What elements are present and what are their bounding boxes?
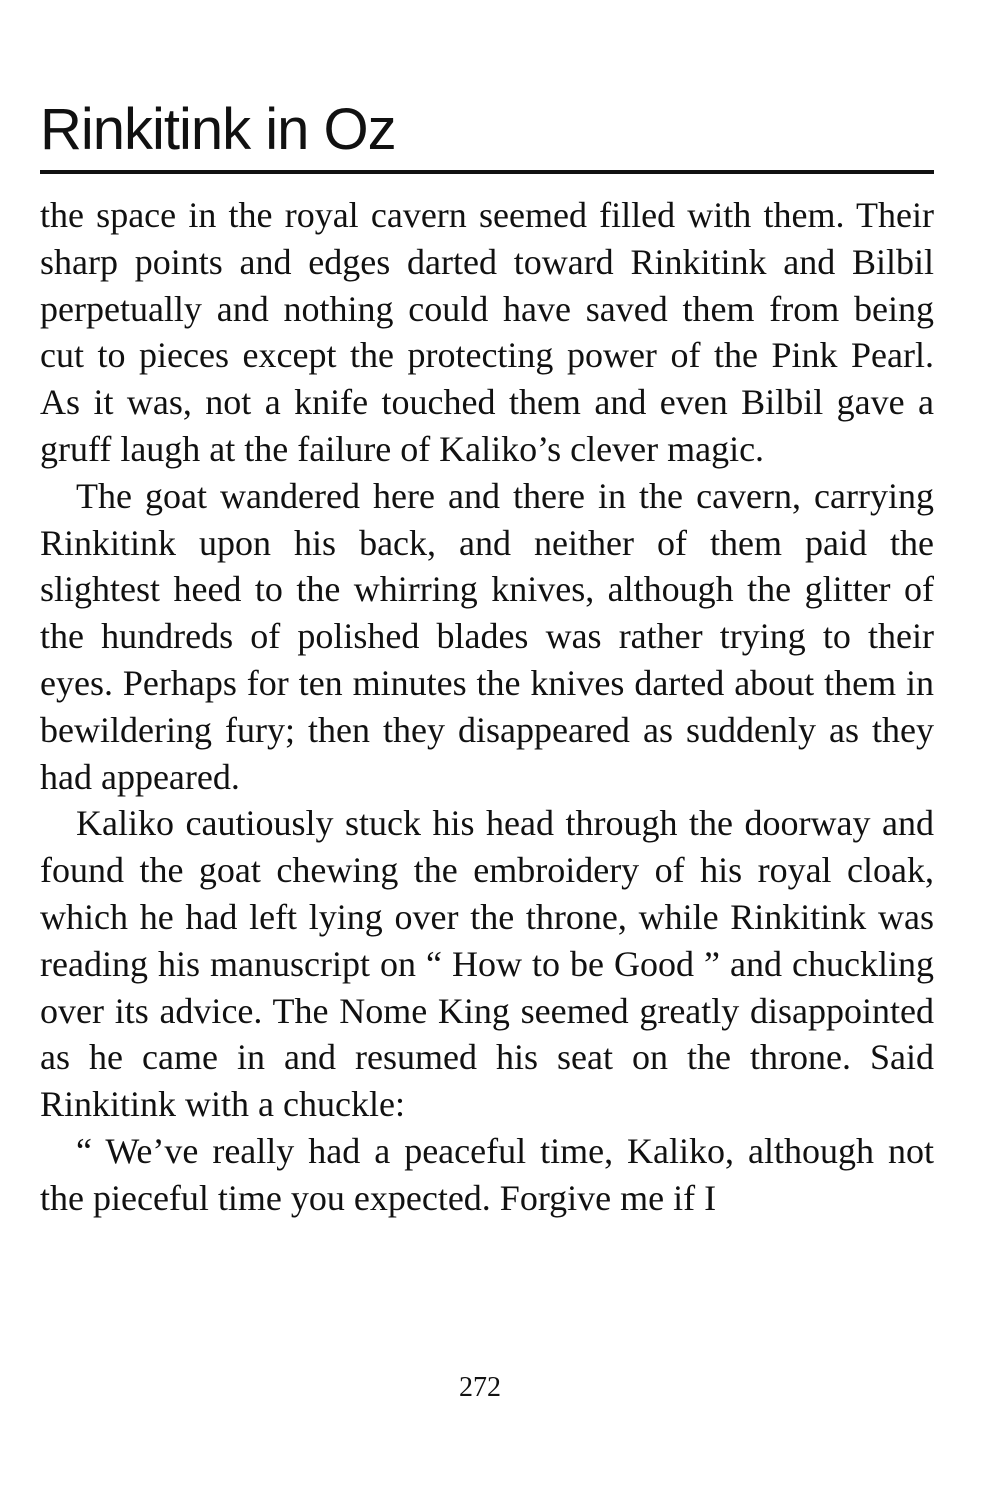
paragraph-4: “ We’ve really had a peaceful time, Kaliko, although not the pieceful time you expected. Forgive me if I <box>40 1130 934 1218</box>
paragraph-1: the space in the royal cavern seemed filled with them. Their sharp points and edges darted toward Rinkitink and Bilbil perpetually and nothing could have saved them from being cut to pieces except the protecting power of the Pink Pearl. As it was, not a knife touched them and even Bilbil gave a gruff laugh at the failure of Kaliko’s clever magic. <box>40 195 934 469</box>
paragraph-2: The goat wandered here and there in the cavern, carrying Rinkitink upon his back, and neither of them paid the slightest heed to the whirring knives, although the glitter of the hundreds of polished blades was rather trying to their eyes. Perhaps for ten minutes the knives darted about them in bewildering fury; then they disappeared as suddenly as they had appeared. <box>40 475 934 797</box>
paragraph-3: Kaliko cautiously stuck his head through the doorway and found the goat chewing the embroidery of his royal cloak, which he had left lying over the throne, while Rinkitink was reading his manuscript on “ How to be Good ” and chuckling over its advice. The Nome King seemed greatly disappointed as he came in and resumed his seat on the throne. Said Rinkitink with a chuckle: <box>40 803 934 1125</box>
running-title: Rinkitink in Oz <box>40 97 396 162</box>
page-number: 272 <box>459 1372 501 1403</box>
body-text <box>40 192 934 1222</box>
header-rule <box>40 170 934 174</box>
